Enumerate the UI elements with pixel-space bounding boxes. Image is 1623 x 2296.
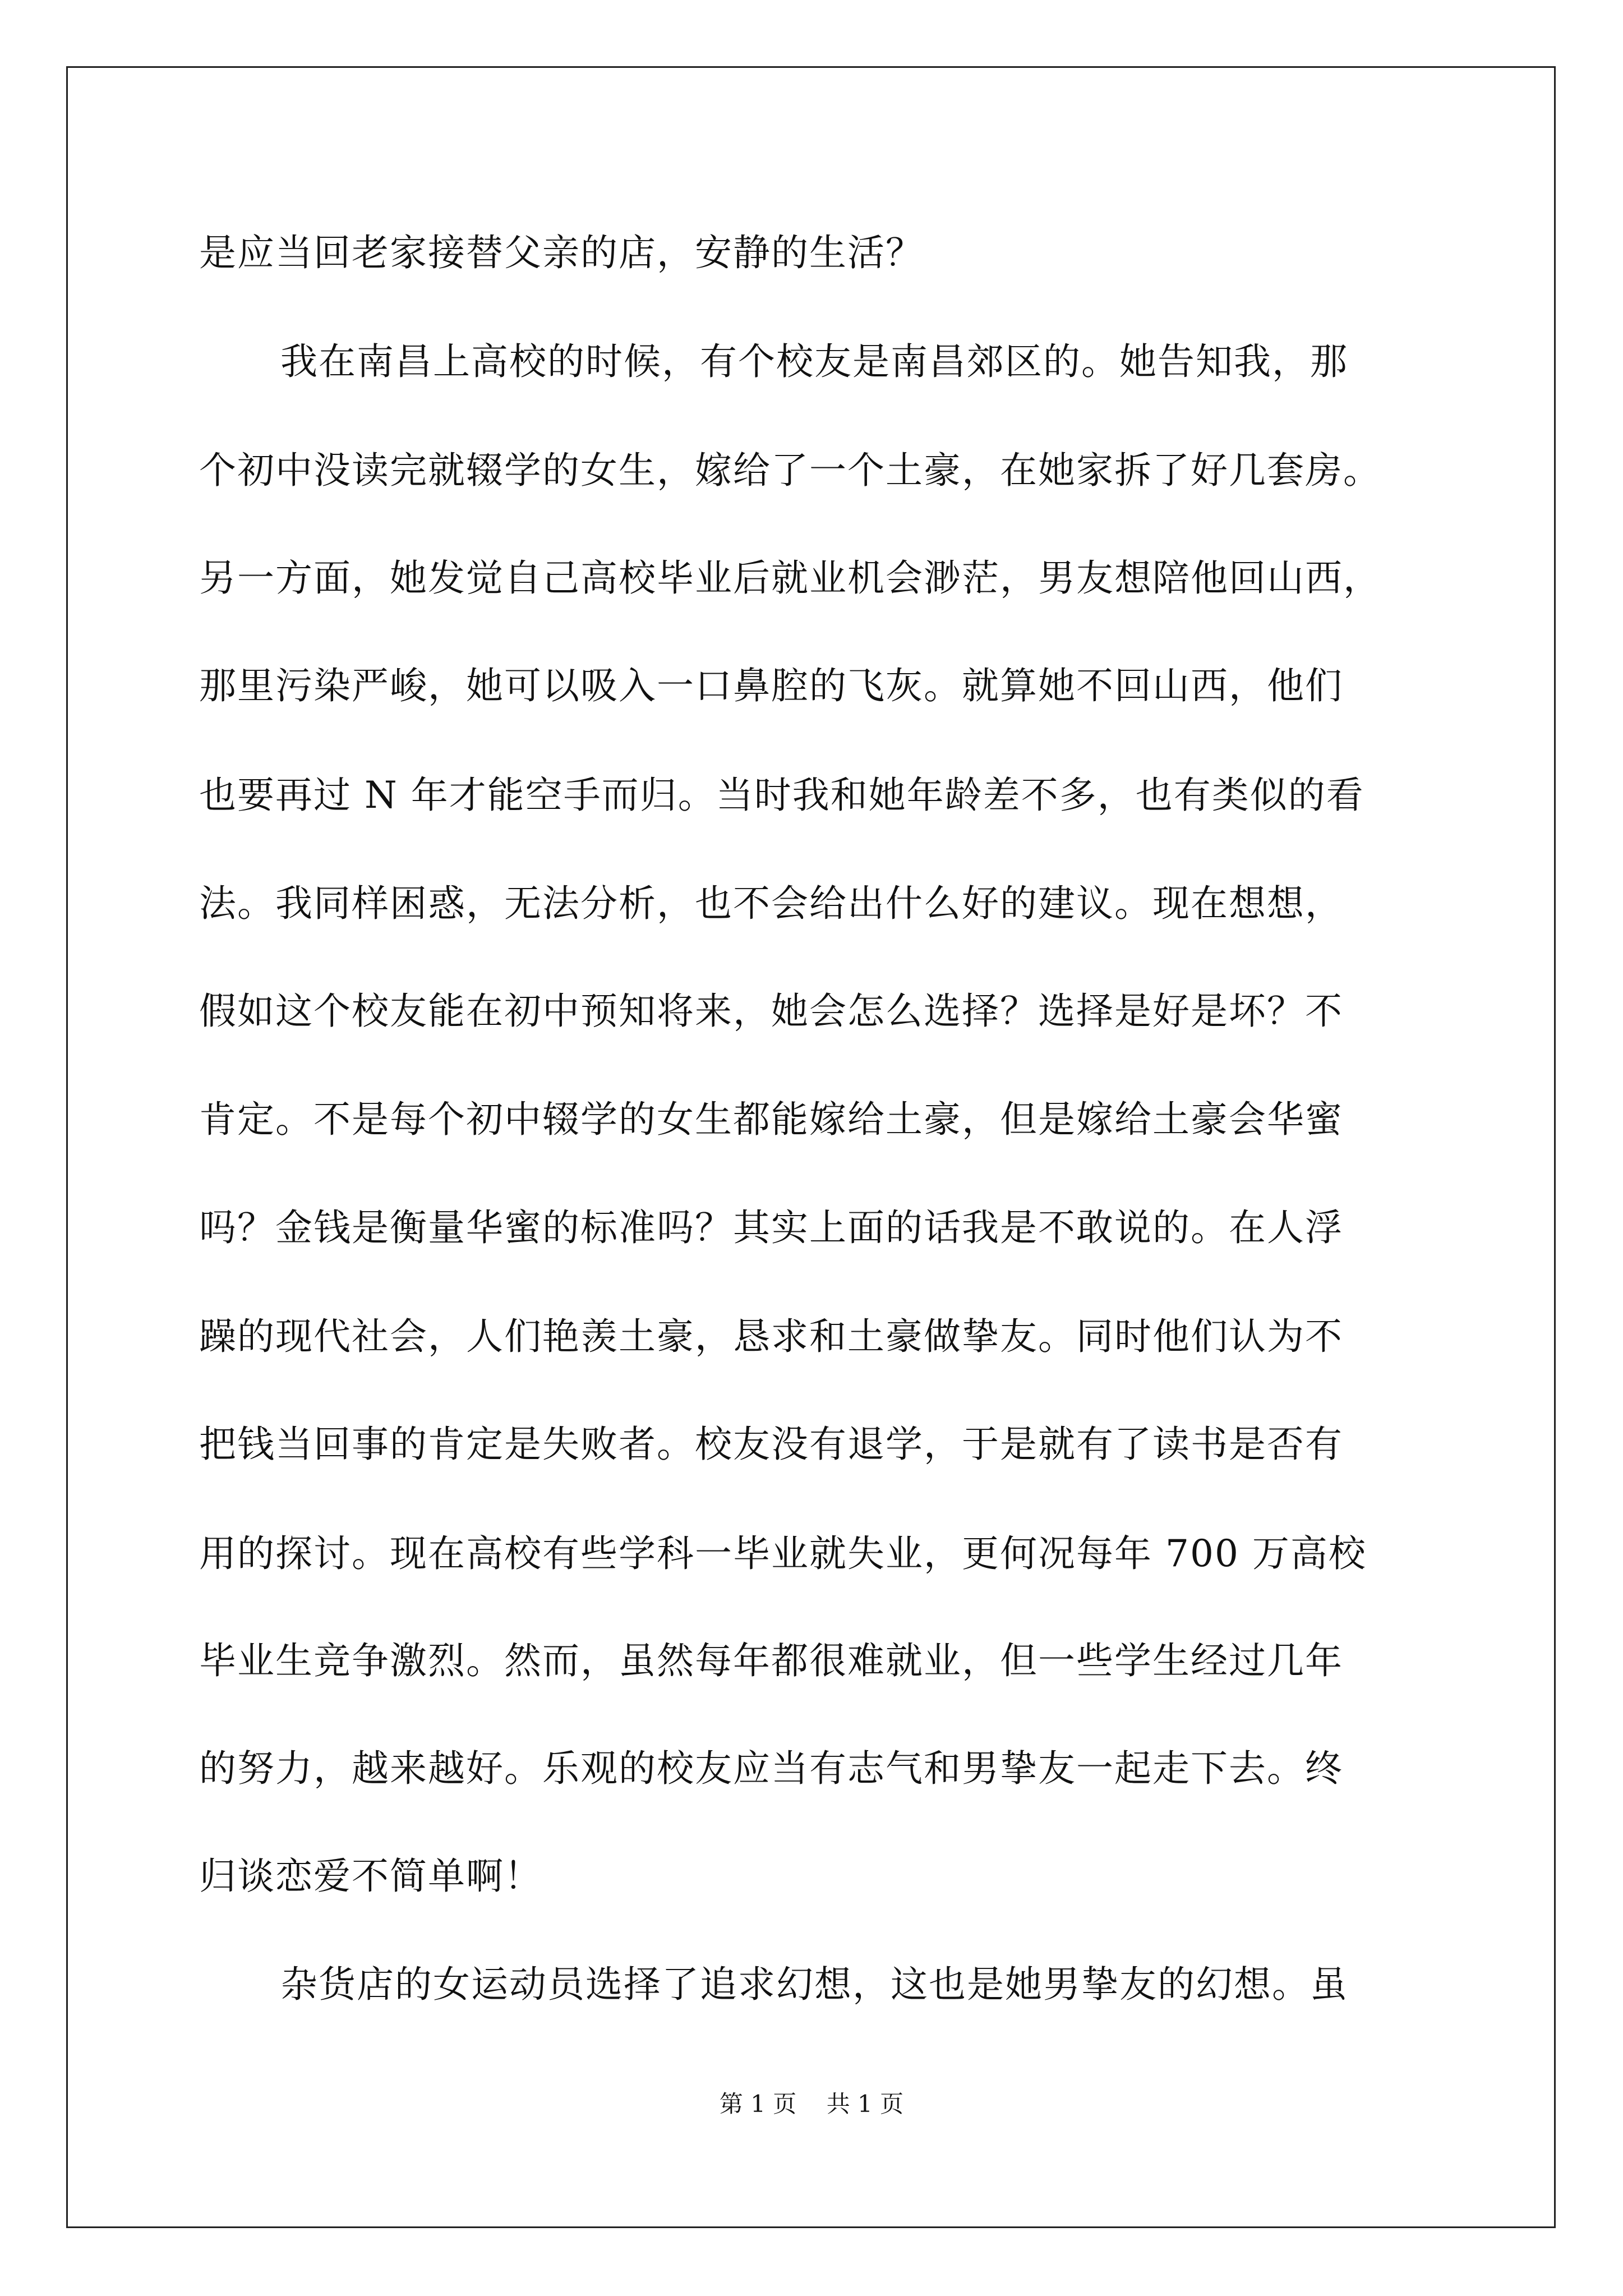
text-line: 归谈恋爱不简单啊！ bbox=[199, 1855, 542, 1898]
text-line: 假如这个校友能在初中预知将来，她会怎么选择？选择是好是坏？不 bbox=[199, 990, 1343, 1033]
text-line: 用的探讨。现在高校有些学科一毕业就失业，更何况每年 700 万高校 bbox=[199, 1532, 1367, 1575]
paragraph-start-line: 我在南昌上高校的时候，有个校友是南昌郊区的。她告知我，那 bbox=[280, 340, 1348, 383]
text-line: 另一方面，她发觉自己高校毕业后就业机会渺茫，男友想陪他回山西， bbox=[199, 556, 1381, 600]
text-line: 把钱当回事的肯定是失败者。校友没有退学，于是就有了读书是否有 bbox=[199, 1423, 1343, 1466]
text-line: 个初中没读完就辍学的女生，嫁给了一个土豪，在她家拆了好几套房。 bbox=[199, 449, 1381, 492]
text-line: 毕业生竞争激烈。然而，虽然每年都很难就业，但一些学生经过几年 bbox=[199, 1639, 1343, 1682]
paragraph-start-line: 杂货店的女运动员选择了追求幻想，这也是她男挚友的幻想。虽 bbox=[280, 1963, 1348, 2006]
text-line: 那里污染严峻，她可以吸入一口鼻腔的飞灰。就算她不回山西，他们 bbox=[199, 664, 1343, 707]
page-border bbox=[66, 66, 1556, 2228]
text-line: 是应当回老家接替父亲的店，安静的生活？ bbox=[199, 231, 924, 274]
text-line: 躁的现代社会，人们艳羡土豪，恳求和土豪做挚友。同时他们认为不 bbox=[199, 1315, 1343, 1358]
page-number-footer: 第 1 页 共 1 页 bbox=[719, 2090, 904, 2118]
text-line: 的努力，越来越好。乐观的校友应当有志气和男挚友一起走下去。终 bbox=[199, 1747, 1343, 1790]
text-line: 吗？金钱是衡量华蜜的标准吗？其实上面的话我是不敢说的。在人浮 bbox=[199, 1206, 1343, 1249]
text-line: 法。我同样困惑，无法分析，也不会给出什么好的建议。现在想想， bbox=[199, 882, 1343, 925]
text-line: 肯定。不是每个初中辍学的女生都能嫁给土豪，但是嫁给土豪会华蜜 bbox=[199, 1098, 1343, 1141]
text-line: 也要再过 N 年才能空手而归。当时我和她年龄差不多，也有类似的看 bbox=[199, 774, 1364, 817]
